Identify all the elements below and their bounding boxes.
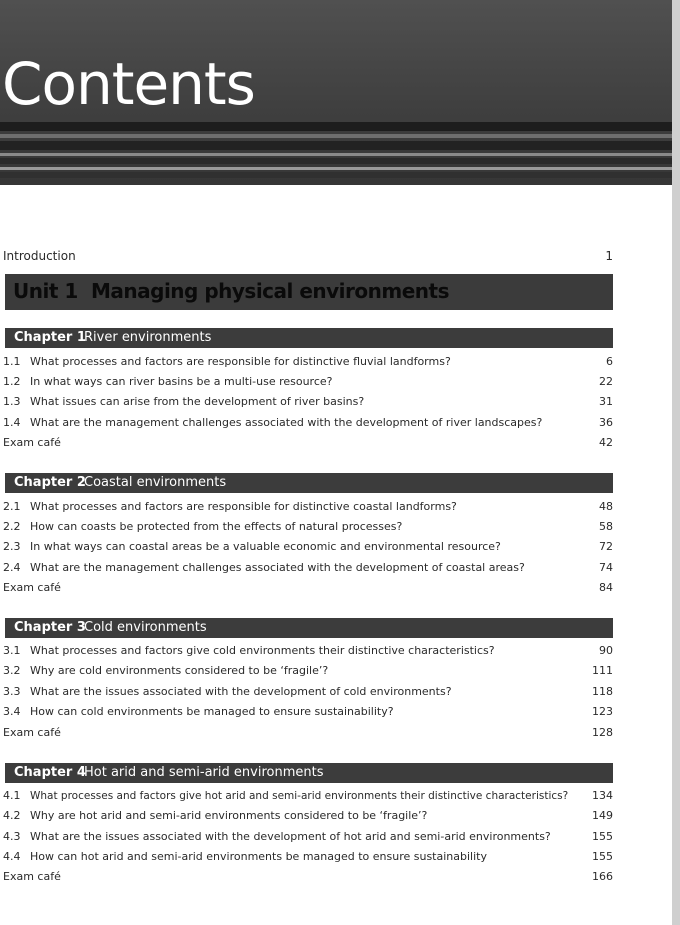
toc-entry-introduction[interactable] (3, 248, 613, 264)
exam-page: 128 (592, 726, 613, 739)
chapter-heading (5, 763, 613, 783)
entry-page: 58 (599, 520, 613, 533)
banner-stripe (0, 141, 672, 150)
entry-text: Why are cold environments considered to be ‘fragile’? (30, 664, 329, 677)
toc-entry[interactable] (3, 663, 613, 679)
entry-text: What are the management challenges associated with the development of coastal areas? (30, 561, 525, 574)
chapter-heading (5, 618, 613, 638)
entry-text: What are the management challenges associated with the development of river landscapes? (30, 416, 543, 429)
chapter-heading (5, 328, 613, 348)
entry-page: 118 (592, 685, 613, 698)
unit-label: Unit 1 (13, 279, 78, 303)
toc-entry[interactable] (3, 499, 613, 515)
entry-text: Why are hot arid and semi-arid environments considered to be ‘fragile’? (30, 809, 428, 822)
entry-page: 74 (599, 561, 613, 574)
toc-entry[interactable] (3, 643, 613, 659)
page-title: Contents (2, 50, 255, 118)
banner-stripe (0, 122, 672, 131)
toc-entry-exam[interactable] (3, 580, 613, 596)
page-edge-shadow (672, 0, 680, 925)
toc-entry[interactable] (3, 704, 613, 720)
entry-page: 155 (592, 830, 613, 843)
entry-page: 36 (599, 416, 613, 429)
entry-number: 1.1 (3, 355, 21, 368)
introduction-page: 1 (605, 249, 613, 263)
banner-stripe (0, 172, 672, 178)
entry-number: 3.4 (3, 705, 21, 718)
toc-entry-exam[interactable] (3, 869, 613, 885)
banner-stripe (0, 167, 672, 170)
chapter-heading (5, 473, 613, 493)
toc-entry[interactable] (3, 560, 613, 576)
toc-entry[interactable] (3, 354, 613, 370)
entry-text: In what ways can river basins be a multi-use resource? (30, 375, 333, 388)
entry-page: 48 (599, 500, 613, 513)
toc-entry[interactable] (3, 394, 613, 410)
entry-number: 3.3 (3, 685, 21, 698)
banner-stripe (0, 134, 672, 138)
entry-page: 31 (599, 395, 613, 408)
toc-entry[interactable] (3, 415, 613, 431)
entry-number: 1.2 (3, 375, 21, 388)
contents-banner (0, 0, 672, 185)
banner-stripe (0, 158, 672, 164)
exam-page: 84 (599, 581, 613, 594)
chapter-title: Cold environments (84, 620, 207, 635)
entry-text: How can cold environments be managed to ensure sustainability? (30, 705, 394, 718)
chapter-label: Chapter 3 (14, 620, 86, 635)
entry-text: What are the issues associated with the development of cold environments? (30, 685, 452, 698)
entry-number: 3.1 (3, 644, 21, 657)
toc-entry[interactable] (3, 849, 613, 865)
entry-page: 6 (606, 355, 613, 368)
toc-entry[interactable] (3, 374, 613, 390)
chapter-title: Hot arid and semi-arid environments (84, 765, 324, 780)
chapter-label: Chapter 1 (14, 330, 86, 345)
toc-entry[interactable] (3, 539, 613, 555)
entry-text: In what ways can coastal areas be a valuable economic and environmental resource? (30, 540, 501, 553)
entry-page: 22 (599, 375, 613, 388)
entry-number: 4.2 (3, 809, 21, 822)
entry-text: What processes and factors are responsible for distinctive coastal landforms? (30, 500, 457, 513)
entry-number: 2.1 (3, 500, 21, 513)
chapter-label: Chapter 2 (14, 475, 86, 490)
entry-text: How can hot arid and semi-arid environments be managed to ensure sustainability (30, 850, 487, 863)
chapter-title: River environments (84, 330, 212, 345)
entry-number: 2.3 (3, 540, 21, 553)
entry-text: What issues can arise from the development of river basins? (30, 395, 365, 408)
entry-number: 1.4 (3, 416, 21, 429)
entry-text: What are the issues associated with the development of hot arid and semi-arid environments? (30, 830, 551, 843)
entry-page: 155 (592, 850, 613, 863)
unit-heading (5, 274, 613, 310)
exam-label: Exam café (3, 726, 61, 739)
entry-number: 1.3 (3, 395, 21, 408)
exam-page: 166 (592, 870, 613, 883)
toc-entry[interactable] (3, 808, 613, 824)
toc-entry[interactable] (3, 519, 613, 535)
entry-page: 123 (592, 705, 613, 718)
entry-text: What processes and factors give hot arid and semi-arid environments their distinctive characteristics? (30, 790, 569, 802)
toc-entry[interactable] (3, 788, 613, 804)
introduction-label: Introduction (3, 249, 76, 263)
entry-page: 134 (592, 789, 613, 802)
unit-title: Managing physical environments (91, 279, 449, 303)
chapter-label: Chapter 4 (14, 765, 86, 780)
entry-page: 111 (592, 664, 613, 677)
toc-entry[interactable] (3, 829, 613, 845)
entry-text: What processes and factors are responsible for distinctive fluvial landforms? (30, 355, 451, 368)
entry-number: 4.4 (3, 850, 21, 863)
toc-entry-exam[interactable] (3, 725, 613, 741)
toc-entry-exam[interactable] (3, 435, 613, 451)
exam-label: Exam café (3, 581, 61, 594)
entry-number: 2.4 (3, 561, 21, 574)
entry-text: How can coasts be protected from the effects of natural processes? (30, 520, 403, 533)
entry-text: What processes and factors give cold environments their distinctive characteristics? (30, 644, 495, 657)
exam-label: Exam café (3, 436, 61, 449)
entry-page: 149 (592, 809, 613, 822)
exam-page: 42 (599, 436, 613, 449)
entry-number: 4.1 (3, 789, 21, 802)
toc-entry[interactable] (3, 684, 613, 700)
entry-page: 72 (599, 540, 613, 553)
exam-label: Exam café (3, 870, 61, 883)
entry-page: 90 (599, 644, 613, 657)
entry-number: 4.3 (3, 830, 21, 843)
banner-stripe (0, 153, 672, 156)
chapter-title: Coastal environments (84, 475, 227, 490)
entry-number: 3.2 (3, 664, 21, 677)
entry-number: 2.2 (3, 520, 21, 533)
